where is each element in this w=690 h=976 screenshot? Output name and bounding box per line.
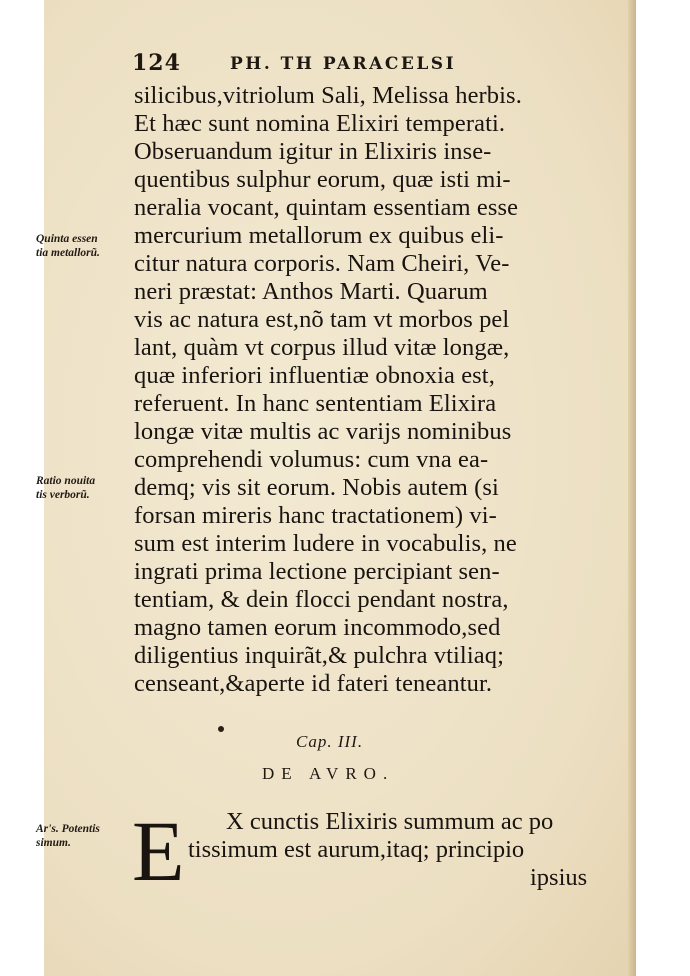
body-line: censeant,&aperte id fateri teneantur. [134, 670, 493, 697]
body-line: quentibus sulphur eorum, quæ isti mi- [134, 166, 511, 193]
body-line: demq; vis sit eorum. Nobis autem (si [134, 474, 499, 501]
margin-note-aurum [36, 822, 146, 850]
margin-note-line: tis verborũ. [36, 489, 90, 501]
body-line: silicibus,vitriolum Sali, Melissa herbis. [134, 82, 522, 109]
chapter-line: tissimum est aurum,itaq; principio [188, 836, 525, 863]
drop-cap: E [132, 803, 185, 899]
body-line: longæ vitæ multis ac varijs nominibus [134, 418, 512, 445]
body-line: vis ac natura est,nõ tam vt morbos pel [134, 306, 510, 333]
margin-note-ratio [36, 474, 146, 502]
chapter-label: Cap. III. [296, 732, 364, 751]
body-line: citur natura corporis. Nam Cheiri, Ve- [134, 250, 510, 277]
body-line: lant, quàm vt corpus illud vitæ longæ, [134, 334, 510, 361]
body-line: Obseruandum igitur in Elixiris inse- [134, 138, 492, 165]
running-head [132, 50, 532, 82]
body-line: neri præstat: Anthos Marti. Quarum [134, 278, 488, 305]
chapter-line: ipsius [530, 864, 588, 891]
ornament-dot [218, 726, 224, 732]
body-line: comprehendi volumus: cum vna ea- [134, 446, 489, 473]
running-head-title: PH. TH PARACELSI [230, 54, 457, 74]
margin-note-line: Quinta essen [36, 233, 98, 245]
margin-note-line: tia metallorũ. [36, 247, 100, 259]
section-title: DE AVRO. [262, 764, 395, 783]
margin-note-line: Ar's. Potentis [36, 823, 100, 835]
body-line: diligentius inquirãt,& pulchra vtiliaq; [134, 642, 504, 669]
body-line: quæ inferiori influentiæ obnoxia est, [134, 362, 495, 389]
body-line: magno tamen eorum incommodo,sed [134, 614, 501, 641]
page-number: 124 [132, 50, 181, 76]
body-line: neralia vocant, quintam essentiam esse [134, 194, 519, 221]
body-line: forsan mireris hanc tractationem) vi- [134, 502, 497, 529]
body-line: mercurium metallorum ex quibus eli- [134, 222, 504, 249]
body-line: ingrati prima lectione percipiant sen- [134, 558, 500, 585]
body-line: tentiam, & dein flocci pendant nostra, [134, 586, 509, 613]
margin-note-quinta [36, 232, 146, 260]
body-line: referuent. In hanc sententiam Elixira [134, 390, 497, 417]
page-edge-shadow [628, 0, 636, 976]
body-line: Et hæc sunt nomina Elixiri temperati. [134, 110, 506, 137]
margin-note-line: simum. [36, 837, 71, 849]
body-line: sum est interim ludere in vocabulis, ne [134, 530, 517, 557]
chapter-line: X cunctis Elixiris summum ac po [226, 808, 554, 835]
margin-note-line: Ratio nouita [36, 475, 96, 487]
